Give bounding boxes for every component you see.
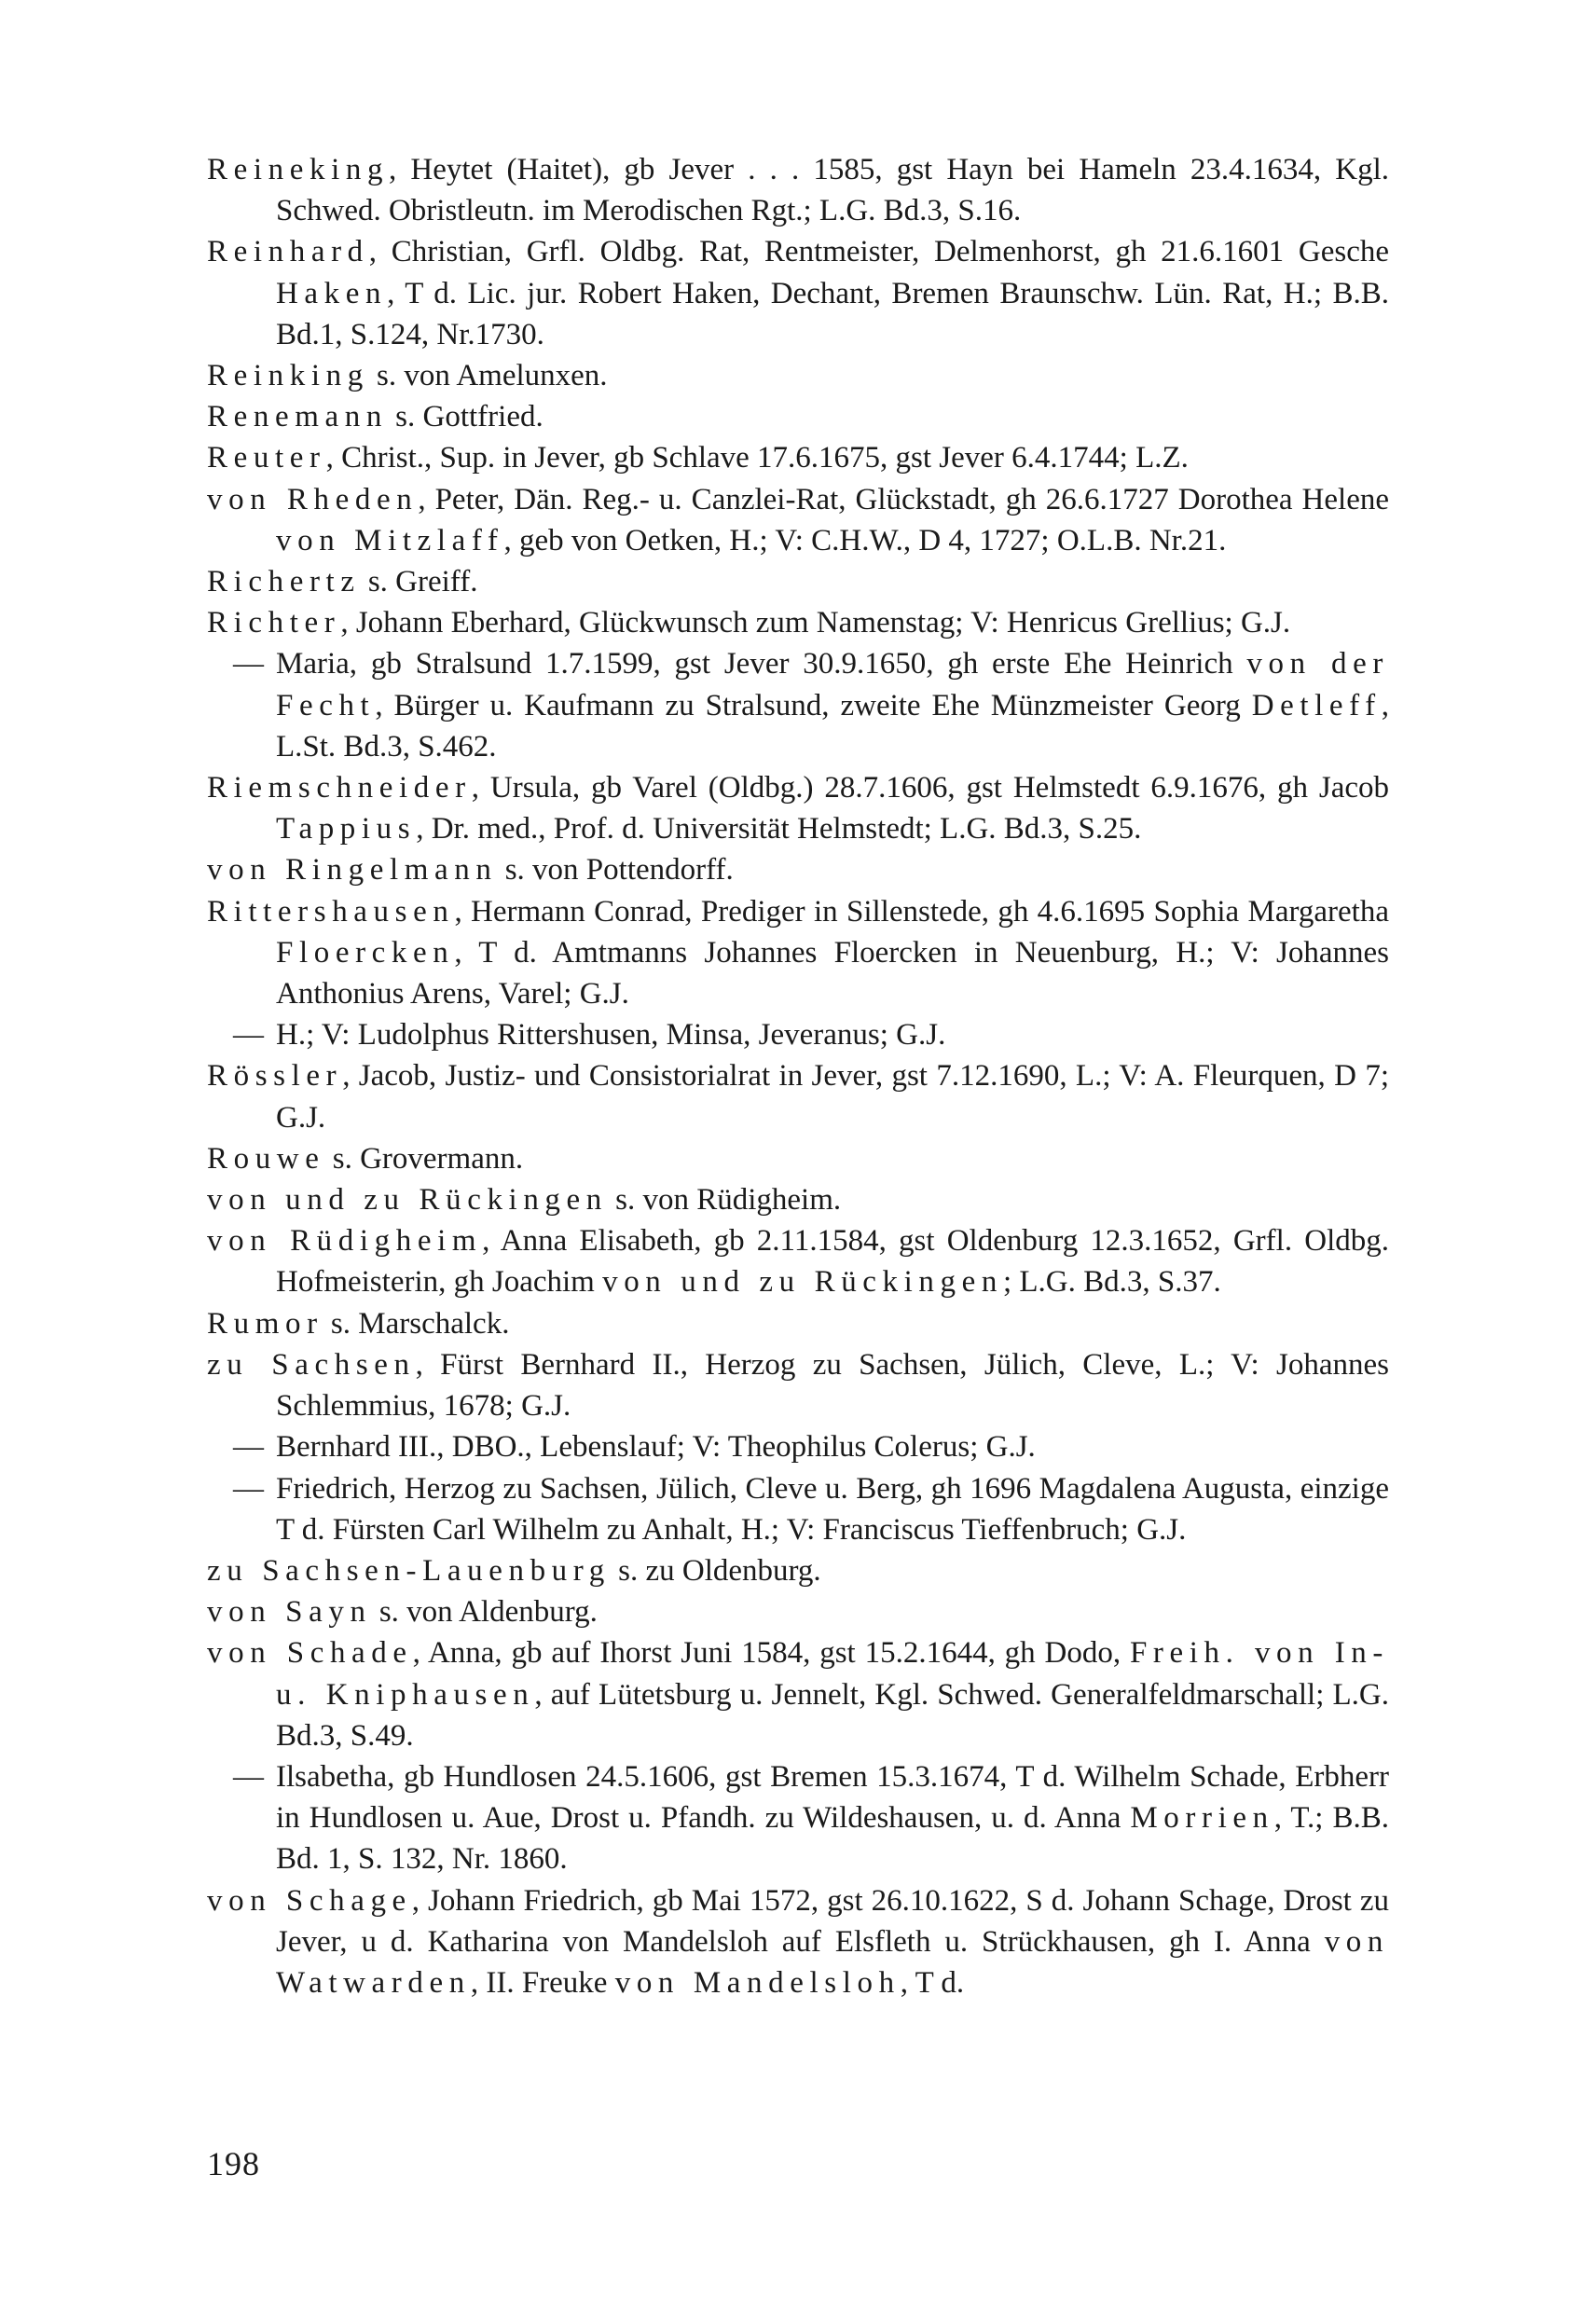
spaced-name: Haken [276,276,388,310]
entry-text: , T.; B.B. Bd. 1, S. 132, Nr. 1860. [276,1801,1389,1877]
entry-text: , Christian, Grfl. Oldbg. Rat, Rentmeister, Delmenhorst, gh 21.6.1601 Gesche [368,235,1389,269]
entry-text: , T d. [900,1965,965,2000]
spaced-name: Detleff [1251,688,1382,722]
spaced-name: Richertz [207,565,361,599]
register-entry [207,396,1389,437]
spaced-name: Rumor [207,1306,323,1341]
entry-dash: — [233,1471,264,1506]
spaced-name: Morrien [1130,1801,1274,1836]
register-entry [207,437,1389,478]
spaced-name: von Rheden [207,482,419,516]
entry-dash: — [233,647,264,681]
register-entry [207,602,1389,643]
spaced-name: Riemschneider [207,771,472,805]
register-entry [207,1591,1389,1632]
entry-text: s. von Amelunxen. [368,359,608,393]
entry-text: , Peter, Dän. Reg.- u. Canzlei-Rat, Glückstadt, gh 26.6.1727 Dorothea Helene [418,482,1389,516]
register-entry [207,767,1389,849]
entry-text: Friedrich, Herzog zu Sachsen, Jülich, Cleve u. Berg, gh 1696 Magdalena Augusta, einzige T d. Fürsten Carl Wilhelm zu Anhalt, H.; V: Franciscus Tieffenbruch; G.J. [276,1471,1389,1547]
spaced-name: Renemann [207,400,388,434]
entry-text: , Johann Eberhard, Glückwunsch zum Namenstag; V: Henricus Grellius; G.J. [340,606,1291,640]
entry-text: , T d. Lic. jur. Robert Haken, Dechant, Bremen Braunschw. Lün. Rat, H.; B.B. Bd.1, S.124, Nr.1730. [276,276,1389,351]
spaced-name: von Schage [207,1883,412,1918]
entry-text: , L.St. Bd.3, S.462. [276,688,1389,764]
entry-text: , Christ., Sup. in Jever, gb Schlave 17.6.1675, gst Jever 6.4.1744; L.Z. [325,441,1189,475]
register-subentry [207,1756,1389,1880]
spaced-name: von Watwarden [276,1924,1389,2000]
spaced-name: Rittershausen [207,894,455,929]
entry-text: Ilsabetha, gb Hundlosen 24.5.1606, gst Bremen 15.3.1674, T d. Wilhelm Schade, Erbherr in Hundlosen u. Aue, Drost u. Pfandh. zu Wildeshausen, u. d. Anna [276,1759,1389,1836]
spaced-name: Reineking [207,153,390,186]
register-entry [207,891,1389,1015]
entry-dash: — [233,1430,264,1465]
entry-dash: — [233,1018,264,1053]
entry-text: s. von Rüdigheim. [607,1183,842,1218]
register-entry [207,1303,1389,1344]
spaced-name: von Schade [207,1636,413,1671]
register-entry [207,1220,1389,1302]
spaced-name: von Ringelmann [207,853,498,888]
spaced-name: Rössler [207,1059,343,1094]
entry-text: Maria, gb Stralsund 1.7.1599, gst Jever 30.9.1650, gh erste Ehe Heinrich [276,647,1247,681]
register-entry [207,231,1389,355]
register-column [207,149,1389,2003]
entry-text: , Johann Friedrich, gb Mai 1572, gst 26.10.1622, S d. Johann Schage, Drost zu Jever, u d. Katharina von Mandelsloh auf Elsfleth u. Strückhausen, gh I. Anna [276,1883,1389,1959]
spaced-name: Reuter [207,441,326,475]
entry-text: , Hermann Conrad, Prediger in Sillenstede, gh 4.6.1695 Sophia Margaretha [454,894,1389,929]
register-subentry [207,1468,1389,1550]
spaced-name: von Sayn [207,1595,372,1630]
spaced-name: von und zu Rückingen [207,1183,608,1218]
register-entry [207,1344,1389,1426]
entry-text: ; L.G. Bd.3, S.37. [1002,1265,1221,1300]
spaced-name: zu Sachsen-Lauenburg [207,1553,611,1588]
entry-text: s. von Pottendorff. [497,853,734,888]
entry-text: s. Gottfried. [387,400,543,434]
register-entry [207,1138,1389,1179]
register-entry [207,1632,1389,1756]
entry-text: s. von Aldenburg. [371,1595,598,1630]
register-entry [207,149,1389,231]
spaced-name: Richter [207,606,341,640]
entry-text: s. Grovermann. [324,1141,524,1176]
page-number: 198 [207,2145,260,2182]
entry-text: , T d. Amtmanns Johannes Floercken in Neuenburg, H.; V: Johannes Anthonius Arens, Varel; G.J. [276,935,1389,1012]
register-subentry [207,643,1389,767]
entry-text: , geb von Oetken, H.; V: C.H.W., D 4, 1727; O.L.B. Nr.21. [503,523,1227,557]
spaced-name: Floercken [276,935,455,970]
entry-text: , Heytet (Haitet), gb Jever . . . 1585, gst Hayn bei Hameln 23.4.1634, Kgl. Schwed. Obristleutn. im Merodischen Rgt.; L.G. Bd.3, S.16. [276,153,1389,228]
spaced-name: Freih. von In- u. Kniphausen [276,1636,1389,1712]
entry-text: Bernhard III., DBO., Lebenslauf; V: Theophilus Colerus; G.J. [276,1430,1036,1465]
entry-text: H.; V: Ludolphus Rittershusen, Minsa, Jeveranus; G.J. [276,1018,946,1053]
entry-text: , Fürst Bernhard II., Herzog zu Sachsen, Jülich, Cleve, L.; V: Johannes Schlemmius, 1678; G.J. [276,1347,1389,1424]
register-entry [207,1880,1389,2004]
register-entry [207,479,1389,561]
spaced-name: von Mitzlaff [276,523,504,557]
entry-text: , Dr. med., Prof. d. Universität Helmstedt; L.G. Bd.3, S.25. [416,812,1142,846]
spaced-name: Tappius [276,812,417,846]
register-entry [207,355,1389,396]
entry-text: , Ursula, gb Varel (Oldbg.) 28.7.1606, gst Helmstedt 6.9.1676, gh Jacob [471,771,1389,805]
entry-dash: — [233,1759,264,1794]
spaced-name: von Rüdigheim [207,1224,483,1259]
entry-text: , Anna, gb auf Ihorst Juni 1584, gst 15.2.1644, gh Dodo, [412,1636,1130,1671]
register-entry [207,1179,1389,1220]
entry-text: , Bürger u. Kaufmann zu Stralsund, zweite Ehe Münzmeister Georg [375,688,1252,722]
entry-text: , auf Lütetsburg u. Jennelt, Kgl. Schwed. Generalfeldmarschall; L.G. Bd.3, S.49. [276,1677,1390,1753]
spaced-name: zu Sachsen [207,1347,416,1382]
spaced-name: von und zu Rückingen [602,1265,1003,1300]
entry-text: s. Greiff. [360,565,478,599]
spaced-name: Rouwe [207,1141,325,1176]
register-entry [207,561,1389,602]
spaced-name: Reinking [207,359,369,393]
register-entry [207,1055,1389,1137]
entry-text: , Anna Elisabeth, gb 2.11.1584, gst Oldenburg 12.3.1652, Grfl. Oldbg. Hofmeisterin, gh Joachim [276,1224,1389,1300]
entry-text: s. zu Oldenburg. [610,1553,821,1588]
entry-text: , Jacob, Justiz- und Consistorialrat in Jever, gst 7.12.1690, L.; V: A. Fleurquen, D 7; G.J. [276,1059,1389,1135]
entry-text: s. Marschalck. [323,1306,510,1341]
spaced-name: Reinhard [207,235,369,269]
register-subentry [207,1014,1389,1055]
entry-text: , II. Freuke [470,1965,615,2000]
spaced-name: von Mandelsloh [614,1965,901,2000]
register-subentry [207,1426,1389,1467]
spaced-name: von der Fecht [276,647,1389,722]
register-entry [207,1550,1389,1591]
register-entry [207,849,1389,890]
